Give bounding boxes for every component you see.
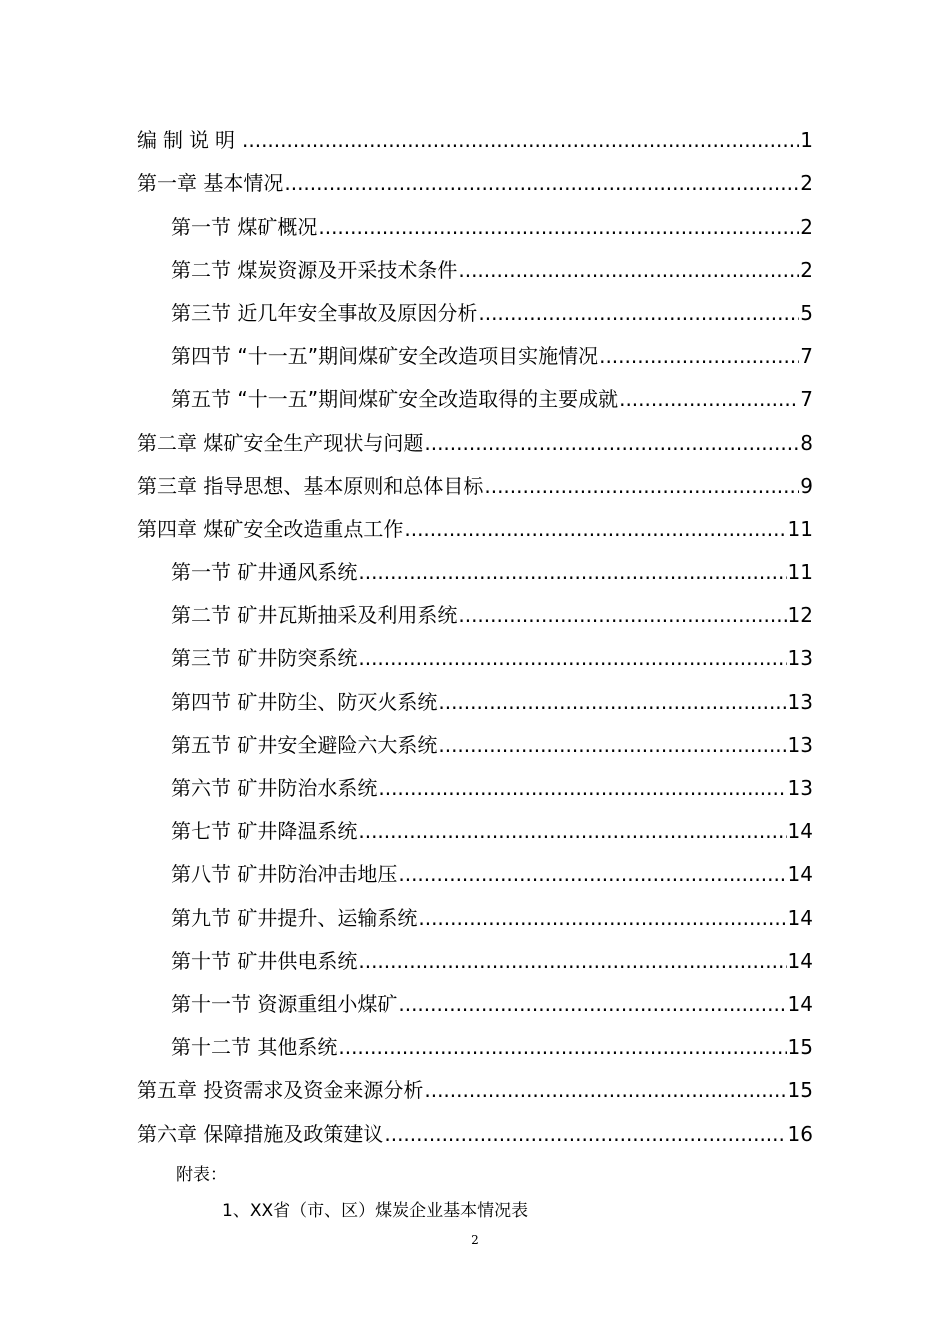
toc-entry[interactable] <box>0 550 950 593</box>
toc-entry-label: 第二节 矿井瓦斯抽采及利用系统 <box>171 603 458 628</box>
appendix-heading: 附表： <box>176 1165 227 1185</box>
toc-entry-label: 第五节 “十一五”期间煤矿安全改造取得的主要成就 <box>171 387 619 412</box>
toc-entry[interactable] <box>0 118 950 161</box>
toc-entry-label: 第三章 指导思想、基本原则和总体目标 <box>137 473 484 498</box>
toc-entry[interactable] <box>0 679 950 722</box>
appendix-item: 1、XX省（市、区）煤炭企业基本情况表 <box>222 1201 529 1221</box>
toc-entry-page: 14 <box>787 948 813 973</box>
toc-entry-label: 第四章 煤矿安全改造重点工作 <box>137 516 404 541</box>
toc-leader-dots <box>484 474 799 498</box>
toc-leader-dots <box>424 431 799 455</box>
toc-entry-page: 7 <box>800 344 813 369</box>
toc-leader-dots <box>478 301 799 325</box>
toc-entry-page: 15 <box>787 1078 813 1103</box>
toc-leader-dots <box>358 646 786 670</box>
page-number: 2 <box>471 1233 479 1247</box>
toc-entry-label: 第八节 矿井防治冲击地压 <box>171 862 398 887</box>
toc-entry-page: 16 <box>787 1121 813 1146</box>
toc-leader-dots <box>424 1078 786 1102</box>
toc-entry[interactable] <box>0 766 950 809</box>
toc-entry-page: 5 <box>800 300 813 325</box>
toc-leader-dots <box>378 776 786 800</box>
toc-leader-dots <box>418 906 786 930</box>
toc-entry[interactable] <box>0 809 950 852</box>
toc-leader-dots <box>458 258 799 282</box>
toc-entry[interactable] <box>0 852 950 895</box>
toc-entry[interactable] <box>0 507 950 550</box>
toc-entry-label: 第四节 矿井防尘、防灭火系统 <box>171 689 438 714</box>
toc-leader-dots <box>398 862 786 886</box>
toc-entry-page: 14 <box>787 819 813 844</box>
toc-leader-dots <box>358 949 786 973</box>
toc-entry-page: 14 <box>787 862 813 887</box>
toc-entry-page: 8 <box>800 430 813 455</box>
toc-entry[interactable] <box>0 291 950 334</box>
toc-leader-dots <box>619 387 799 411</box>
toc-entry-label: 第三节 近几年安全事故及原因分析 <box>171 300 478 325</box>
toc-entry[interactable] <box>0 895 950 938</box>
toc-entry[interactable] <box>0 204 950 247</box>
toc-entry-label: 第一节 矿井通风系统 <box>171 560 358 585</box>
toc-leader-dots <box>242 128 799 152</box>
toc-entry-page: 12 <box>787 603 813 628</box>
toc-leader-dots <box>398 992 786 1016</box>
toc-leader-dots <box>358 819 786 843</box>
toc-entry-label: 第十二节 其他系统 <box>171 1035 338 1060</box>
toc-entry-page: 7 <box>800 387 813 412</box>
toc-entry-page: 13 <box>787 732 813 757</box>
toc-leader-dots <box>404 517 786 541</box>
toc-entry[interactable] <box>0 636 950 679</box>
toc-entry[interactable] <box>0 248 950 291</box>
toc-entry-label: 第五节 矿井安全避险六大系统 <box>171 732 438 757</box>
toc-entry-label: 第十一节 资源重组小煤矿 <box>171 991 398 1016</box>
toc-entry[interactable] <box>0 334 950 377</box>
toc-entry-page: 14 <box>787 991 813 1016</box>
toc-leader-dots <box>318 215 799 239</box>
toc-entry[interactable] <box>0 464 950 507</box>
toc-entry-label: 第二节 煤炭资源及开采技术条件 <box>171 257 458 282</box>
toc-entry[interactable] <box>0 420 950 463</box>
toc-leader-dots <box>358 560 786 584</box>
toc-entry-label: 第七节 矿井降温系统 <box>171 819 358 844</box>
toc-entry-page: 13 <box>787 646 813 671</box>
toc-entry-page: 2 <box>800 171 813 196</box>
toc-entry[interactable] <box>0 161 950 204</box>
toc-entry-page: 2 <box>800 257 813 282</box>
toc-entry-label: 第六章 保障措施及政策建议 <box>137 1121 384 1146</box>
table-of-contents <box>0 118 950 1155</box>
toc-entry-page: 1 <box>800 128 813 153</box>
toc-entry-label: 编制说明 <box>137 128 241 153</box>
toc-entry[interactable] <box>0 1025 950 1068</box>
toc-entry-page: 15 <box>787 1035 813 1060</box>
toc-entry-label: 第十节 矿井供电系统 <box>171 948 358 973</box>
toc-entry[interactable] <box>0 377 950 420</box>
toc-entry-page: 11 <box>787 560 813 585</box>
toc-entry-page: 2 <box>800 214 813 239</box>
toc-entry-page: 11 <box>787 516 813 541</box>
toc-entry-label: 第六节 矿井防治水系统 <box>171 776 378 800</box>
toc-leader-dots <box>284 171 799 195</box>
toc-leader-dots <box>599 344 799 368</box>
toc-leader-dots <box>438 690 786 714</box>
toc-leader-dots <box>384 1122 786 1146</box>
toc-entry-label: 第四节 “十一五”期间煤矿安全改造项目实施情况 <box>171 344 599 369</box>
toc-entry-page: 13 <box>787 689 813 714</box>
toc-leader-dots <box>438 733 786 757</box>
toc-entry-label: 第三节 矿井防突系统 <box>171 646 358 671</box>
toc-entry-label: 第二章 煤矿安全生产现状与问题 <box>137 430 424 455</box>
toc-entry-page: 13 <box>787 776 813 800</box>
toc-entry-label: 第一节 煤矿概况 <box>171 214 318 239</box>
toc-entry-label: 第五章 投资需求及资金来源分析 <box>137 1078 424 1103</box>
toc-entry[interactable] <box>0 982 950 1025</box>
toc-leader-dots <box>338 1035 786 1059</box>
toc-entry[interactable] <box>0 939 950 982</box>
toc-entry-page: 14 <box>787 905 813 930</box>
toc-entry-page: 9 <box>800 473 813 498</box>
toc-entry[interactable] <box>0 593 950 636</box>
toc-entry[interactable] <box>0 723 950 766</box>
toc-entry-label: 第一章 基本情况 <box>137 171 284 196</box>
toc-entry[interactable] <box>0 1068 950 1111</box>
toc-leader-dots <box>458 603 786 627</box>
toc-entry-label: 第九节 矿井提升、运输系统 <box>171 905 418 930</box>
toc-entry[interactable] <box>0 1111 950 1154</box>
